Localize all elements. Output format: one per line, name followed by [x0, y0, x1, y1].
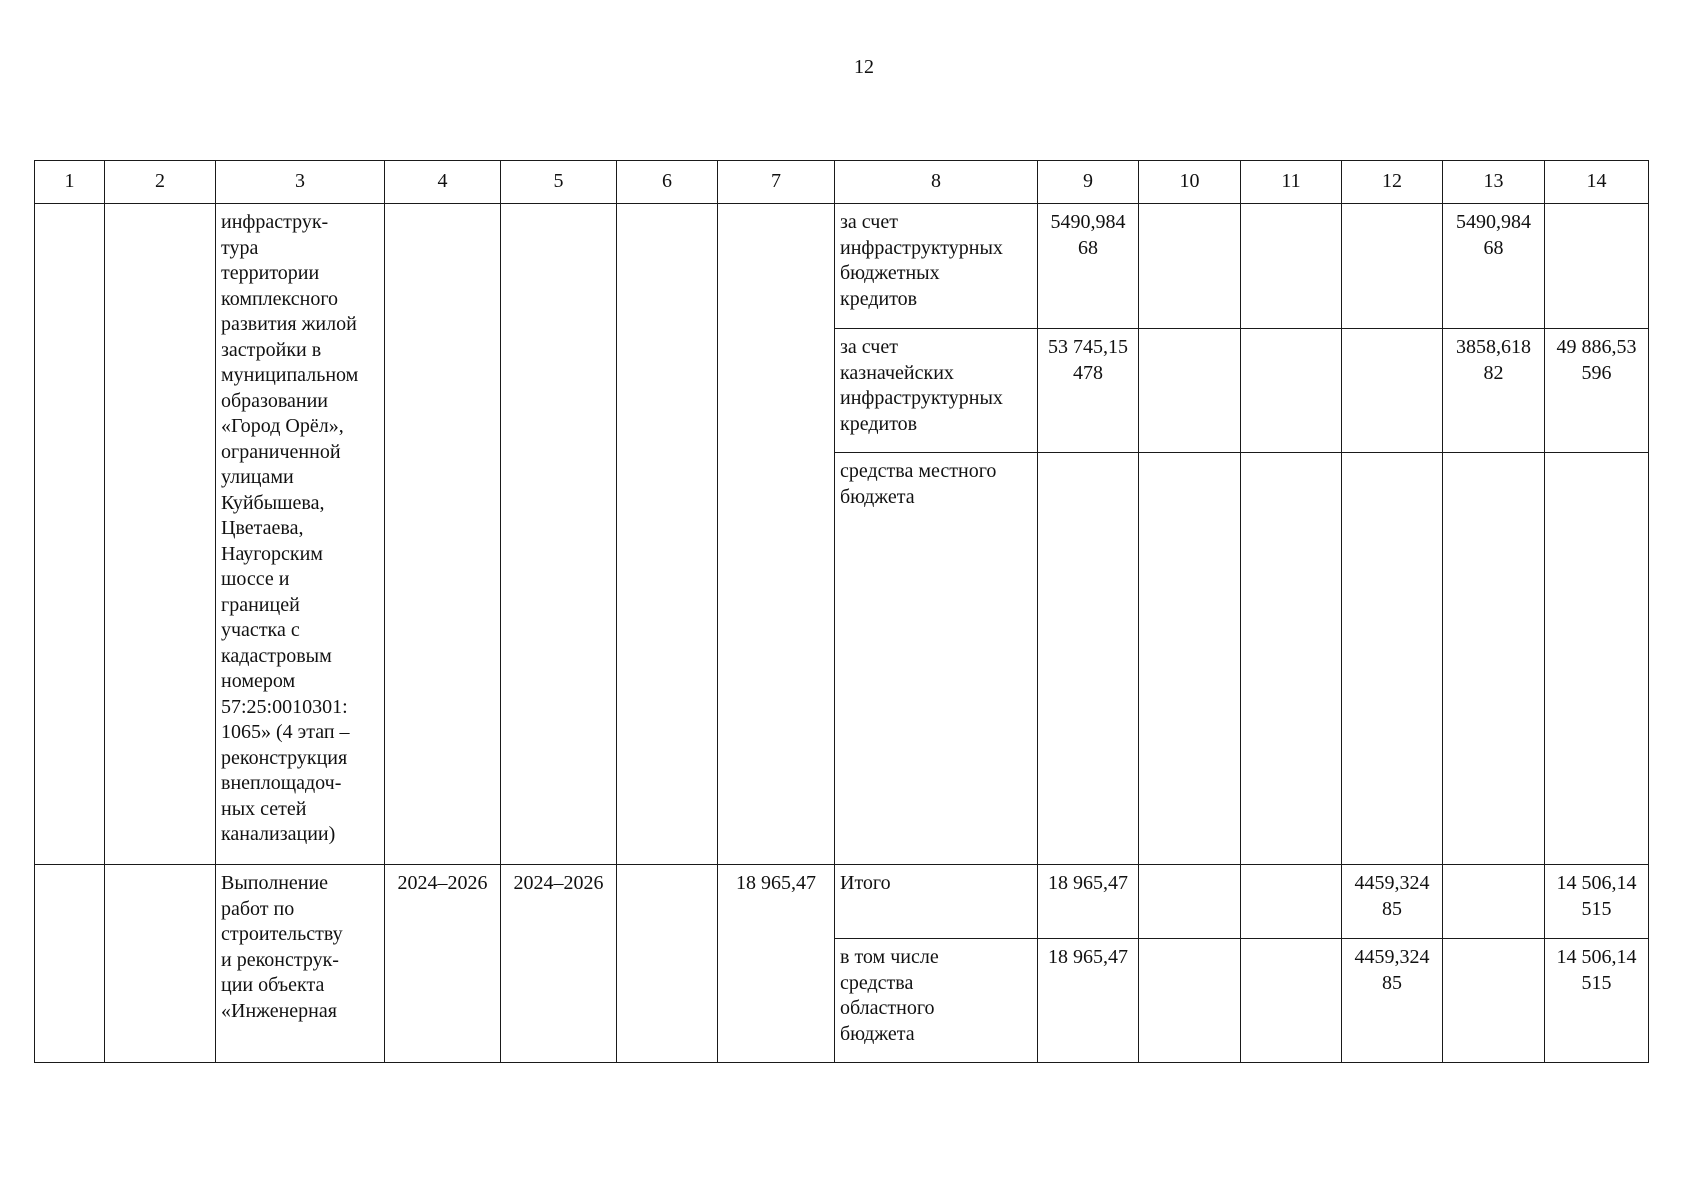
funding-source: Итого	[835, 865, 1038, 939]
page-number: 12	[854, 56, 874, 78]
amount-col11	[1241, 204, 1342, 329]
amount-col12	[1342, 204, 1443, 329]
cell-col1	[35, 865, 105, 1063]
amount-col11	[1241, 453, 1342, 865]
header-cell: 3	[216, 161, 385, 204]
amount-col12: 4459,324 85	[1342, 939, 1443, 1063]
header-cell: 14	[1545, 161, 1649, 204]
amount-col12	[1342, 329, 1443, 453]
amount-col9: 18 965,47	[1038, 939, 1139, 1063]
amount-col13	[1443, 453, 1545, 865]
amount-col9: 18 965,47	[1038, 865, 1139, 939]
object-description: инфраструк- тура территории комплексного развития жилой застройки в муниципальном образовании «Город Орёл», ограниченной улицами Куйбышева, Цветаева, Наугорским шоссе и границей участка с кадастровым номером 57:25:0010301: 1065» (4 этап – реконструкция внеплощадоч- ных сетей канализации)	[216, 204, 385, 865]
header-cell: 1	[35, 161, 105, 204]
cell-col7	[718, 204, 835, 865]
amount-col14: 49 886,53 596	[1545, 329, 1649, 453]
amount-col11	[1241, 329, 1342, 453]
amount-col13	[1443, 865, 1545, 939]
amount-col14: 14 506,14 515	[1545, 865, 1649, 939]
period-col5: 2024–2026	[501, 865, 617, 1063]
cell-col1	[35, 204, 105, 865]
header-cell: 12	[1342, 161, 1443, 204]
amount-col12	[1342, 453, 1443, 865]
amount-col14	[1545, 204, 1649, 329]
amount-col14	[1545, 453, 1649, 865]
table-row	[35, 865, 1649, 939]
cell-col2	[105, 204, 216, 865]
header-cell: 2	[105, 161, 216, 204]
object-description: Выполнение работ по строительству и реконструк- ции объекта «Инженерная	[216, 865, 385, 1063]
header-row	[35, 161, 1649, 204]
funding-source: в том числе средства областного бюджета	[835, 939, 1038, 1063]
header-cell: 6	[617, 161, 718, 204]
amount-col10	[1139, 939, 1241, 1063]
header-cell: 13	[1443, 161, 1545, 204]
amount-col13: 5490,984 68	[1443, 204, 1545, 329]
amount-col11	[1241, 939, 1342, 1063]
cell-col5	[501, 204, 617, 865]
table-row	[35, 204, 1649, 329]
budget-table	[34, 160, 1649, 1063]
total-cost-col7: 18 965,47	[718, 865, 835, 1063]
header-cell: 7	[718, 161, 835, 204]
amount-col11	[1241, 865, 1342, 939]
period-col4: 2024–2026	[385, 865, 501, 1063]
amount-col10	[1139, 329, 1241, 453]
funding-source: за счет казначейских инфраструктурных кредитов	[835, 329, 1038, 453]
header-cell: 11	[1241, 161, 1342, 204]
funding-source: средства местного бюджета	[835, 453, 1038, 865]
amount-col9: 53 745,15 478	[1038, 329, 1139, 453]
amount-col9	[1038, 453, 1139, 865]
header-cell: 5	[501, 161, 617, 204]
amount-col14: 14 506,14 515	[1545, 939, 1649, 1063]
amount-col9: 5490,984 68	[1038, 204, 1139, 329]
cell-col2	[105, 865, 216, 1063]
header-cell: 4	[385, 161, 501, 204]
cell-col6	[617, 204, 718, 865]
amount-col10	[1139, 204, 1241, 329]
amount-col13: 3858,618 82	[1443, 329, 1545, 453]
amount-col12: 4459,324 85	[1342, 865, 1443, 939]
funding-source: за счет инфраструктурных бюджетных кредитов	[835, 204, 1038, 329]
amount-col13	[1443, 939, 1545, 1063]
cell-col6	[617, 865, 718, 1063]
amount-col10	[1139, 453, 1241, 865]
header-cell: 9	[1038, 161, 1139, 204]
cell-col4	[385, 204, 501, 865]
header-cell: 8	[835, 161, 1038, 204]
header-cell: 10	[1139, 161, 1241, 204]
amount-col10	[1139, 865, 1241, 939]
